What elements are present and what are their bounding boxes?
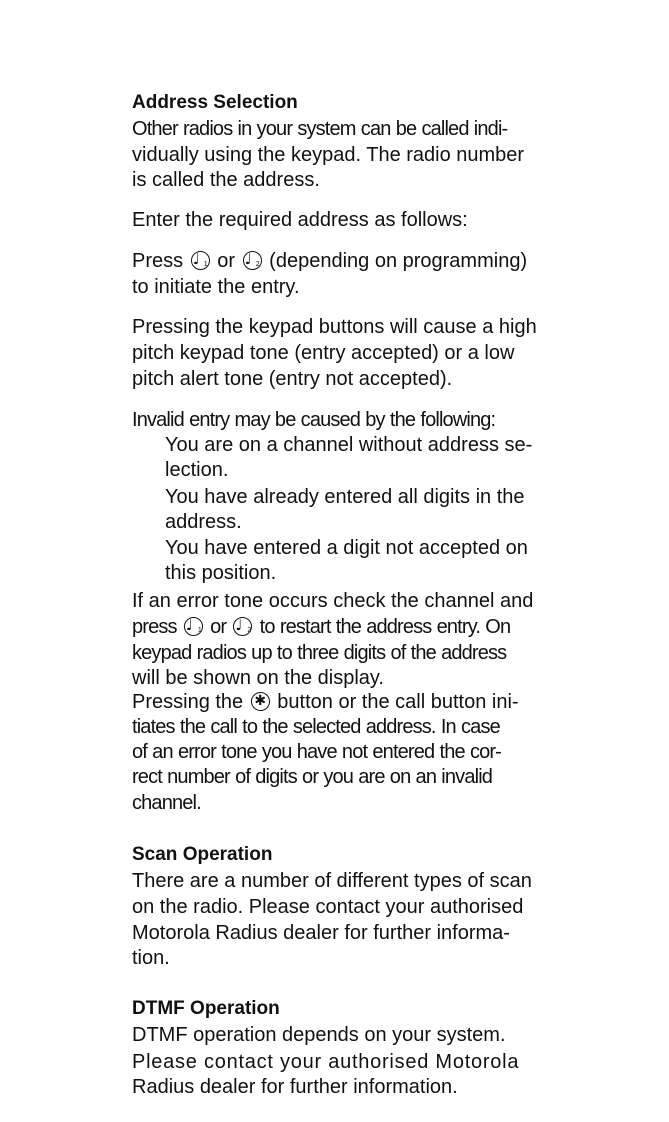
list-item: this position.: [165, 562, 277, 584]
star-key-icon: ✱: [251, 692, 270, 711]
icon-label: 1: [203, 261, 208, 268]
text-line: [132, 615, 510, 639]
text-line: pitch alert tone (entry not accepted).: [132, 368, 453, 390]
text: Press: [132, 250, 184, 272]
text-line: There are a number of different types of scan: [132, 870, 532, 892]
function-key-1-icon: ♩ 1: [185, 616, 201, 634]
text-line: will be shown on the display.: [132, 667, 384, 689]
text-line: Please contact your authorised Motorola: [132, 1051, 520, 1073]
text-line: is called the address.: [132, 169, 320, 191]
text-line: rect number of digits or you are on an invalid: [132, 766, 493, 788]
text-line: Pressing the keypad buttons will cause a high: [132, 316, 537, 338]
text-line: tiates the call to the selected address. In case: [132, 716, 500, 738]
text: (depending on programming): [269, 250, 528, 272]
section-heading: Address Selection: [132, 92, 298, 113]
text: button or the call button ini-: [277, 691, 519, 713]
list-item: lection.: [165, 459, 229, 481]
function-key-2-icon: ♩ 2: [235, 616, 251, 634]
section-heading: Scan Operation: [132, 844, 273, 865]
text-line: keypad radios up to three digits of the address: [132, 642, 507, 664]
function-key-1-icon: ♩ 1: [192, 250, 208, 268]
text-line: channel.: [132, 792, 201, 814]
text-line: Other radios in your system can be called indi-: [132, 118, 508, 140]
text: to restart the address entry. On: [259, 616, 511, 638]
text-line: tion.: [132, 947, 170, 969]
text-line: Invalid entry may be caused by the following:: [132, 409, 496, 431]
icon-label: 2: [255, 261, 260, 268]
list-item: You have entered a digit not accepted on: [165, 537, 528, 559]
text-line: DTMF operation depends on your system.: [132, 1024, 506, 1046]
text-line: [132, 690, 519, 714]
text: or: [217, 250, 236, 272]
list-item: address.: [165, 511, 242, 533]
text: press: [132, 616, 177, 638]
text-line: Radius dealer for further information.: [132, 1076, 458, 1098]
text: or: [210, 616, 227, 638]
text-line: Motorola Radius dealer for further informa-: [132, 922, 510, 944]
list-item: You have already entered all digits in the: [165, 486, 525, 508]
text-line: If an error tone occurs check the channel and: [132, 590, 534, 612]
text-line: of an error tone you have not entered the cor-: [132, 741, 501, 763]
text-line: [132, 249, 527, 273]
text-line: to initiate the entry.: [132, 276, 300, 298]
icon-label: 1: [197, 627, 201, 634]
text-line: pitch keypad tone (entry accepted) or a low: [132, 342, 515, 364]
function-key-2-icon: ♩ 2: [244, 250, 260, 268]
text-line: vidually using the keypad. The radio number: [132, 144, 525, 166]
text-line: Enter the required address as follows:: [132, 209, 468, 231]
icon-label: 2: [247, 627, 251, 634]
section-heading: DTMF Operation: [132, 998, 280, 1019]
text-line: on the radio. Please contact your authorised: [132, 896, 524, 918]
text: Pressing the: [132, 691, 244, 713]
list-item: You are on a channel without address se-: [165, 434, 533, 456]
